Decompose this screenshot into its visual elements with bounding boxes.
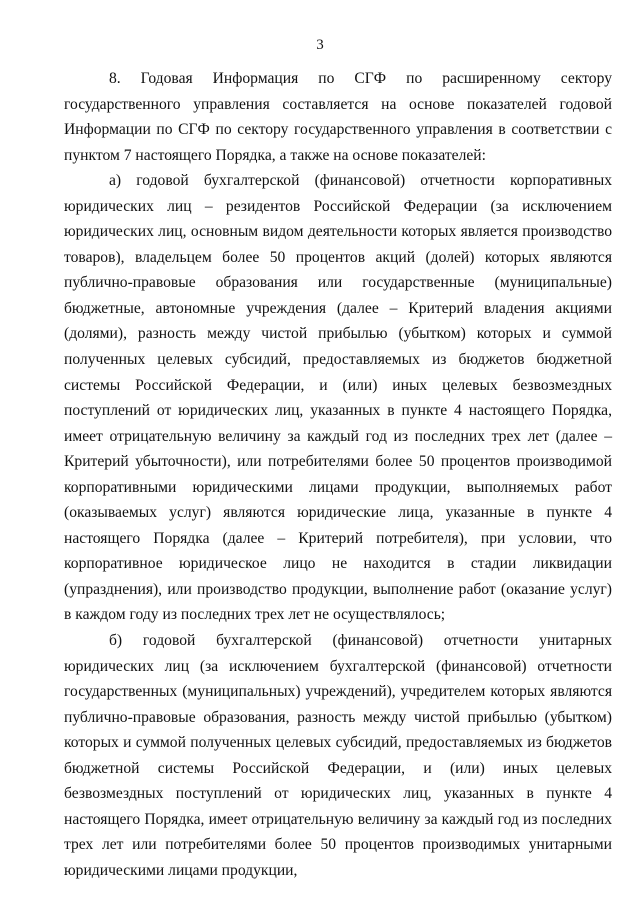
paragraph-8: 8. Годовая Информация по СГФ по расширенному сектору государственного управления составляется на основе показателей годовой Информации по СГФ по сектору государственного управления в соответствии с пунктом 7 настоящего Порядка, а также на основе показателей: bbox=[64, 70, 612, 164]
page-number: 3 bbox=[316, 37, 324, 53]
paragraph-b: б) годовой бухгалтерской (финансовой) отчетности унитарных юридических лиц (за исключением бухгалтерской (финансовой) отчетности государственных (муниципальных) учреждений), учредителем которых являются публично-правовые образования, разность между чистой прибылью (убытком) которых и суммой полученных целевых субсидий, предоставляемых из бюджетов бюджетной системы Российской Федерации, и (или) иных целевых безвозмездных поступлений от юридических лиц, указанных в пункте 4 настоящего Порядка, имеет отрицательную величину за каждый год из последних трех лет или потребителями более 50 процентов производимых унитарными юридическими лицами продукции, bbox=[64, 632, 612, 879]
document-body bbox=[64, 66, 612, 884]
paragraph-a: а) годовой бухгалтерской (финансовой) отчетности корпоративных юридических лиц – резидентов Российской Федерации (за исключением юридических лиц, основным видом деятельности которых является производство товаров), владельцем более 50 процентов акций (долей) которых являются публично-правовые образования или государственные (муниципальные) бюджетные, автономные учреждения (далее – Критерий владения акциями (долями), разность между чистой прибылью (убытком) которых и суммой полученных целевых субсидий, предоставляемых из бюджетов бюджетной системы Российской Федерации, и (или) иных целевых безвозмездных поступлений от юридических лиц, указанных в пункте 4 настоящего Порядка, имеет отрицательную величину за каждый год из последних трех лет (далее – Критерий убыточности), или потребителями более 50 процентов производимой корпоративными юридическими лицами продукции, выполняемых работ (оказываемых услуг) являются юридические лица, указанные в пункте 4 настоящего Порядка (далее – Критерий потребителя), при условии, что корпоративное юридическое лицо не находится в стадии ликвидации (упразднения), или производство продукции, выполнение работ (оказание услуг) в каждом году из последних трех лет не осуществлялось; bbox=[64, 172, 612, 624]
